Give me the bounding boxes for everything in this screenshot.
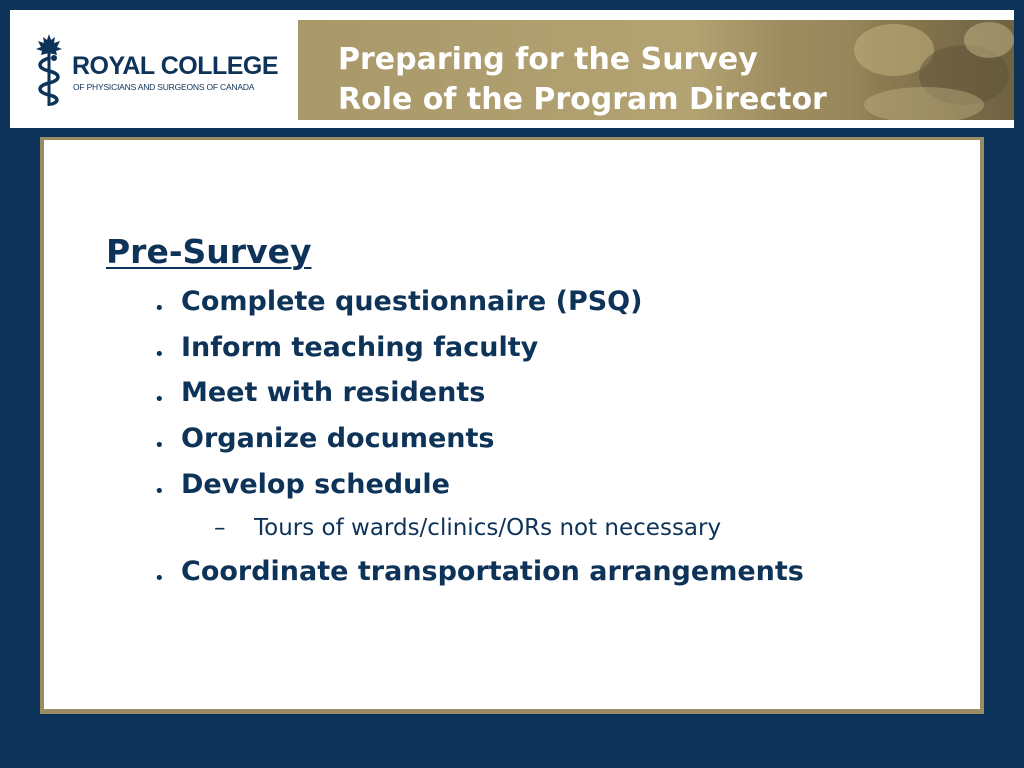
section-heading: Pre-Survey <box>106 232 312 271</box>
bullet-text: Complete questionnaire (PSQ) <box>181 286 643 317</box>
title-band <box>298 20 1014 120</box>
sub-bullet-text: Tours of wards/clinics/ORs not necessary <box>254 515 722 541</box>
bullet-text: Meet with residents <box>181 377 486 408</box>
royal-college-logo <box>32 32 282 110</box>
bullet-symbol: • <box>154 389 165 410</box>
header-banner <box>10 10 1014 128</box>
caduceus-icon <box>32 32 66 108</box>
bullet-text: Develop schedule <box>181 469 450 500</box>
logo-name: ROYAL COLLEGE <box>72 52 279 80</box>
content-panel <box>44 140 980 709</box>
bullet-text: Inform teaching faculty <box>181 332 539 363</box>
slide-title-line-2: Role of the Program Director <box>338 82 827 117</box>
bullet-text: Coordinate transportation arrangements <box>181 556 804 587</box>
bullet-symbol: • <box>154 298 165 319</box>
bullet-symbol: • <box>154 481 165 502</box>
logo-subtitle: OF PHYSICIANS AND SURGEONS OF CANADA <box>73 82 255 92</box>
sub-bullet-symbol: – <box>214 515 226 541</box>
slide-title-line-1: Preparing for the Survey <box>338 42 758 77</box>
bullet-symbol: • <box>154 435 165 456</box>
bullet-symbol: • <box>154 568 165 589</box>
bullet-symbol: • <box>154 344 165 365</box>
bullet-text: Organize documents <box>181 423 495 454</box>
